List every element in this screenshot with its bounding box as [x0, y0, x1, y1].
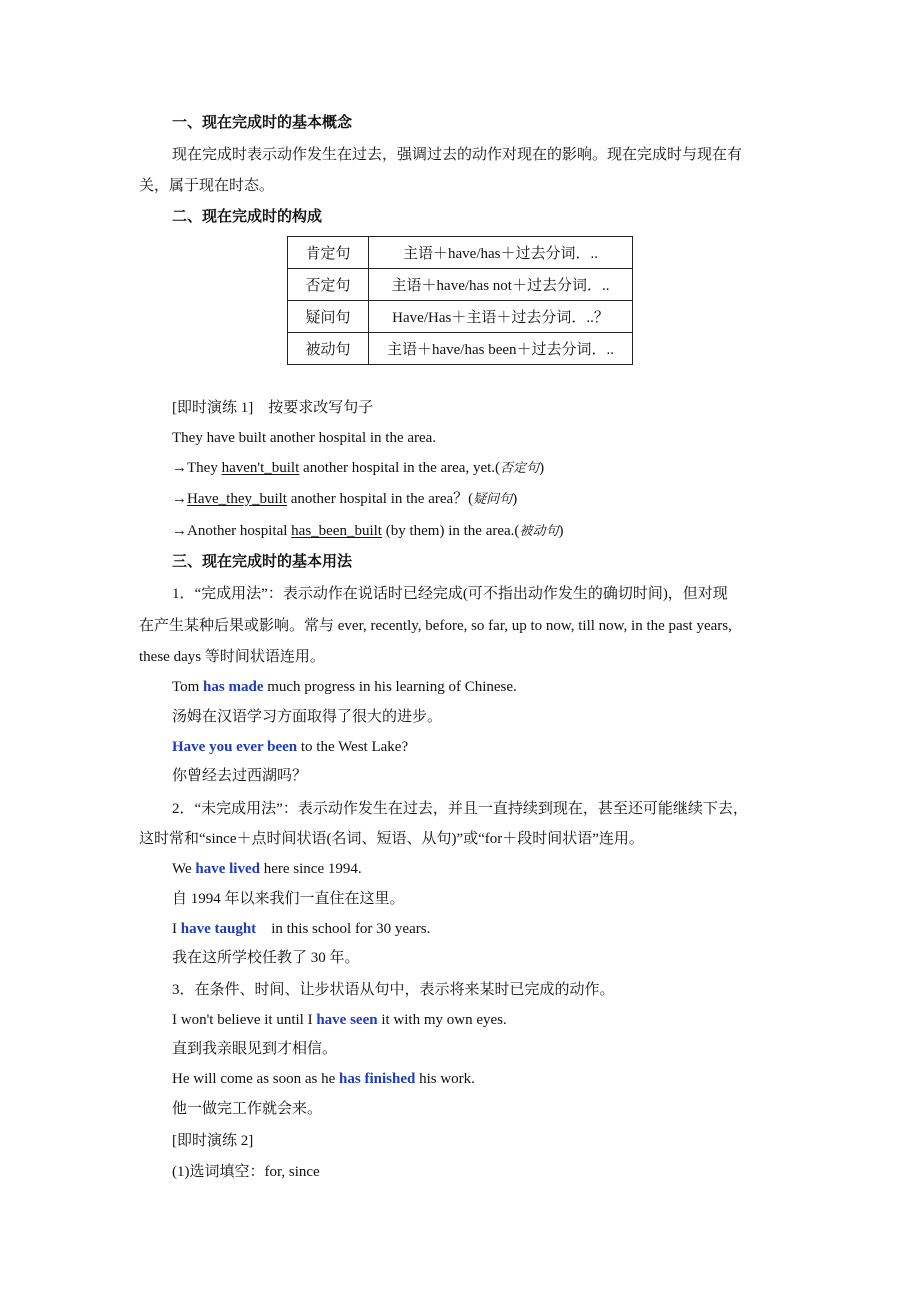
usage1-line2: 在产生某种后果或影响。常与 ever, recently, before, so far, up to now, till now, in the past years, [139, 618, 732, 634]
example-sentence [172, 919, 430, 939]
answer-tag: 疑问句 [473, 492, 513, 507]
example-text: I [172, 921, 181, 937]
example-translation: 自 1994 年以来我们一直住在这里。 [172, 891, 405, 907]
usage1-line1: 1．“完成用法”：表示动作在说话时已经完成(可不指出动作发生的确切时间)，但对现 [172, 586, 728, 602]
answer-text: (by them) in the area.( [381, 523, 520, 539]
arrow-icon: → [172, 523, 187, 539]
section3-heading: 三、现在完成时的基本用法 [172, 554, 353, 570]
answer-fill: has_been_built [291, 523, 382, 539]
sentence-form-cell: 主语＋have/has not＋过去分词．.. [369, 269, 633, 301]
example-text: in this school for 30 years. [256, 921, 431, 937]
example-text: here since 1994. [259, 861, 362, 877]
sentence-form-cell: 主语＋have/has been＋过去分词．.. [369, 333, 633, 365]
exercise1-answer-3 [172, 521, 563, 542]
answer-text: They [187, 460, 222, 476]
example-text: Tom [172, 679, 204, 695]
sentence-form-cell: 主语＋have/has＋过去分词．.. [369, 237, 633, 269]
answer-close: ) [539, 460, 545, 476]
sentence-type-cell: 否定句 [288, 269, 369, 301]
sentence-form-cell: Have/Has＋主语＋过去分词．..？ [369, 301, 633, 333]
answer-fill: haven't_built [221, 460, 300, 476]
section1-paragraph-line2: 关，属于现在时态。 [139, 178, 275, 194]
table-row [288, 333, 633, 365]
answer-text: Another hospital [187, 523, 292, 539]
usage2-line1: 2．“未完成用法”：表示动作发生在过去，并且一直持续到现在，甚至还可能继续下去， [172, 801, 748, 817]
highlight-verb: have taught [180, 921, 257, 937]
usage3-line: 3．在条件、时间、让步状语从句中，表示将来某时已完成的动作。 [172, 982, 615, 998]
example-sentence [172, 1010, 507, 1030]
answer-tag: 被动句 [519, 524, 559, 539]
answer-fill: Have_they_built [187, 491, 287, 507]
example-sentence [172, 677, 517, 697]
exercise2-question1: (1)选词填空：for, since [172, 1164, 320, 1180]
answer-text: another hospital in the area？( [286, 491, 474, 507]
usage2-line2: 这时常和“since＋点时间状语(名词、短语、从句)”或“for＋段时间状语”连用。 [139, 831, 644, 847]
example-sentence [172, 737, 408, 757]
example-translation: 汤姆在汉语学习方面取得了很大的进步。 [172, 709, 443, 725]
answer-close: ) [512, 491, 518, 507]
answer-tag: 否定句 [500, 461, 540, 476]
example-text: I won't believe it until I [172, 1012, 317, 1028]
example-translation: 我在这所学校任教了 30 年。 [172, 950, 360, 966]
example-sentence [172, 859, 362, 879]
example-translation: 直到我亲眼见到才相信。 [172, 1041, 338, 1057]
example-translation: 你曾经去过西湖吗？ [172, 768, 308, 784]
example-text: to the West Lake? [297, 739, 409, 755]
example-sentence [172, 1069, 475, 1089]
exercise1-answer-1 [172, 458, 544, 479]
example-translation: 他一做完工作就会来。 [172, 1101, 323, 1117]
structure-table [287, 236, 633, 365]
section1-heading: 一、现在完成时的基本概念 [172, 115, 353, 131]
example-text: He will come as soon as he [172, 1071, 340, 1087]
section2-heading: 二、现在完成时的构成 [172, 209, 323, 225]
highlight-verb: have seen [316, 1012, 378, 1028]
highlight-verb: has finished [339, 1071, 416, 1087]
arrow-icon: → [172, 460, 187, 476]
exercise2-title: [即时演练 2] [172, 1133, 254, 1149]
highlight-verb: has made [203, 679, 264, 695]
example-text: his work. [415, 1071, 475, 1087]
sentence-type-cell: 肯定句 [288, 237, 369, 269]
table-row [288, 269, 633, 301]
table-row [288, 237, 633, 269]
example-text: it with my own eyes. [377, 1012, 507, 1028]
sentence-type-cell: 被动句 [288, 333, 369, 365]
example-text: We [172, 861, 196, 877]
answer-close: ) [558, 523, 564, 539]
exercise1-sentence: They have built another hospital in the area. [172, 430, 437, 446]
highlight-verb: have lived [195, 861, 260, 877]
highlight-verb: Have you ever been [172, 739, 298, 755]
section1-paragraph-line1: 现在完成时表示动作发生在过去，强调过去的动作对现在的影响。现在完成时与现在有 [172, 147, 743, 163]
example-text: much progress in his learning of Chinese. [263, 679, 517, 695]
exercise1-answer-2 [172, 489, 517, 510]
exercise1-title: [即时演练 1] 按要求改写句子 [172, 400, 374, 416]
usage1-line3: these days 等时间状语连用。 [139, 649, 325, 665]
arrow-icon: → [172, 491, 187, 507]
answer-text: another hospital in the area, yet.( [299, 460, 501, 476]
sentence-type-cell: 疑问句 [288, 301, 369, 333]
table-row [288, 301, 633, 333]
